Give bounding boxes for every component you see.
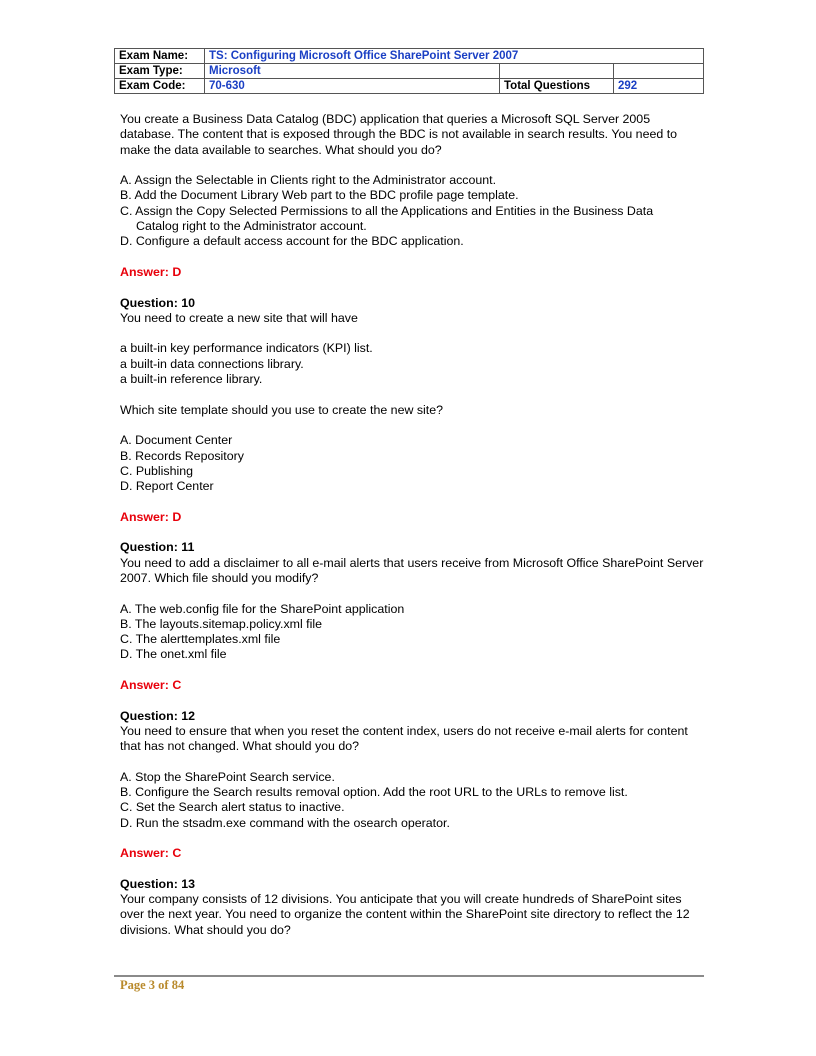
questions-content <box>120 112 705 938</box>
question-text: a built-in data connections library. <box>120 356 304 371</box>
question-title: Question: 11 <box>120 540 195 555</box>
exam-code-label: Exam Code: <box>115 79 205 94</box>
option-c: C. Set the Search alert status to inactive. <box>120 800 345 815</box>
option-b: B. Records Repository <box>120 448 244 463</box>
option-d: D. Configure a default access account for the BDC application. <box>120 234 464 249</box>
empty-cell <box>614 64 704 79</box>
exam-info-table <box>114 48 704 94</box>
option-a: A. Assign the Selectable in Clients right to the Administrator account. <box>120 173 497 188</box>
question-title: Question: 12 <box>120 708 196 723</box>
exam-code-row <box>115 79 704 94</box>
question-text: Your company consists of 12 divisions. You anticipate that you will create hundreds of SharePoint sites over the next year. You need to organize the content within the SharePoint site directory to reflect the 12 divisions. What should you do? <box>120 892 690 937</box>
exam-type-value: Microsoft <box>205 64 500 79</box>
question-text: You need to add a disclaimer to all e-mail alerts that users receive from Microsoft Office SharePoint Server 2007. Which file should you modify? <box>120 555 704 585</box>
option-c: C. Publishing <box>120 463 194 478</box>
exam-code-value: 70-630 <box>205 79 500 94</box>
option-d: D. The onet.xml file <box>120 647 227 662</box>
exam-type-row <box>115 64 704 79</box>
option-d: D. Report Center <box>120 479 214 494</box>
question-text: a built-in reference library. <box>120 372 263 387</box>
page-number: Page 3 of 84 <box>120 978 185 992</box>
exam-name-value: TS: Configuring Microsoft Office SharePoint Server 2007 <box>205 49 704 64</box>
exam-name-label: Exam Name: <box>115 49 205 64</box>
option-b: B. The layouts.sitemap.policy.xml file <box>120 616 323 631</box>
option-b: B. Add the Document Library Web part to the BDC profile page template. <box>120 188 519 203</box>
total-questions-value: 292 <box>614 79 704 94</box>
question-text: You need to ensure that when you reset the content index, users do not receive e-mail alerts for content that has not changed. What should you do? <box>120 723 688 754</box>
answer: Answer: D <box>120 509 182 524</box>
answer: Answer: D <box>120 264 182 279</box>
option-a: A. The web.config file for the SharePoint application <box>120 601 405 616</box>
option-c: C. The alerttemplates.xml file <box>120 632 281 647</box>
question-text: a built-in key performance indicators (KPI) list. <box>120 341 373 356</box>
option-d: D. Run the stsadm.exe command with the osearch operator. <box>120 815 450 830</box>
option-a: A. Stop the SharePoint Search service. <box>120 769 335 784</box>
empty-cell <box>500 64 614 79</box>
exam-type-label: Exam Type: <box>115 64 205 79</box>
question-title: Question: 10 <box>120 295 196 310</box>
footer-divider <box>114 975 704 977</box>
answer: Answer: C <box>120 846 182 861</box>
answer: Answer: C <box>120 677 182 692</box>
question-text: You need to create a new site that will have <box>120 310 358 325</box>
option-c-continued: Catalog right to the Administrator account. <box>136 219 367 234</box>
option-b: B. Configure the Search results removal option. Add the root URL to the URLs to remove list. <box>120 785 628 800</box>
question-text: Which site template should you use to create the new site? <box>120 402 444 417</box>
exam-name-row <box>115 49 704 64</box>
option-c: C. Assign the Copy Selected Permissions to all the Applications and Entities in the Business Data <box>120 203 654 218</box>
question-title: Question: 13 <box>120 876 196 891</box>
option-a: A. Document Center <box>120 433 233 448</box>
question-text: You create a Business Data Catalog (BDC) application that queries a Microsoft SQL Server 2005 database. The content that is exposed through the BDC is not available in search results. You need to make the data available to searches. What should you do? <box>120 112 678 157</box>
total-questions-label: Total Questions <box>500 79 614 94</box>
